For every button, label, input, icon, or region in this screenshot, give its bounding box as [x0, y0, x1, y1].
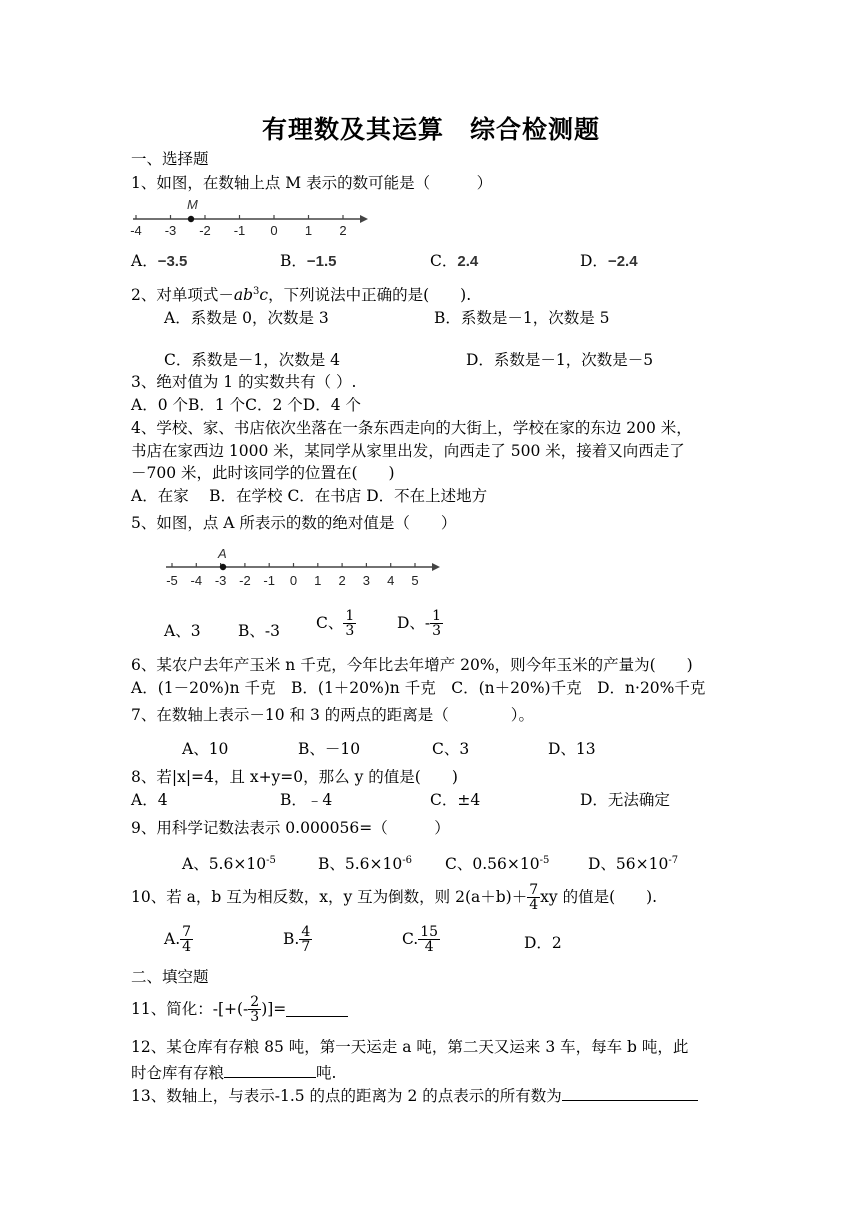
q8-option-d: D．无法确定 [580, 791, 670, 809]
q12-line2-pre: 时仓库有存粮 [131, 1064, 225, 1082]
q1-option-c-value: 2.4 [457, 253, 479, 270]
q5-tick-label: 3 [362, 573, 371, 588]
q1-option-d [580, 254, 638, 270]
q9-option-b-base: B、5.6×10 [318, 855, 403, 874]
q2-stem-c: c [259, 286, 269, 305]
q5-tick-label: 4 [387, 573, 395, 588]
question-1-stem: 1、如图，在数轴上点 M 表示的数可能是（ ） [131, 174, 493, 192]
q9-option-c-base: C、0.56×10 [445, 855, 540, 874]
q10-stem-numerator: 7 [529, 882, 539, 898]
q12-answer-blank[interactable] [224, 1063, 316, 1078]
q5-c-numerator: 1 [345, 608, 355, 624]
question-4-line-3: －700 米，此时该同学的位置在( ) [131, 464, 395, 482]
q9-option-b-exponent: -6 [402, 855, 413, 866]
q2-option-a: A．系数是 0，次数是 3 [164, 309, 329, 327]
q1-option-a-value: −3.5 [157, 253, 188, 270]
q8-option-a: A．4 [131, 791, 168, 809]
q5-option-d-letter: D、- [397, 613, 431, 632]
question-8-stem: 8、若|x|=4，且 x+y=0，那么 y 的值是( ) [131, 768, 458, 786]
section-heading-fill: 二、填空题 [131, 968, 209, 986]
question-4-line-2: 书店在家西边 1000 米，某同学从家里出发，向西走了 500 米，接着又向西走了 [131, 442, 685, 460]
q10-option-c-letter: C. [402, 929, 419, 948]
q2-stem-sup: 3 [253, 286, 260, 297]
question-6-stem: 6、某农户去年产玉米 n 千克，今年比去年增产 20%，则今年玉米的产量为( ) [131, 656, 693, 674]
q1-tick-label: 2 [339, 223, 347, 238]
q10-a-denominator: 4 [182, 939, 192, 955]
q1-option-b-value: −1.5 [306, 253, 337, 270]
q5-tick-label: 2 [338, 573, 346, 588]
q10-b-numerator: 4 [301, 924, 311, 940]
q5-tick-label: -5 [166, 573, 178, 588]
q10-option-b-fraction [299, 925, 312, 954]
q7-option-b: B、－10 [298, 740, 361, 758]
q1-option-a-letter: A． [131, 252, 158, 270]
q11-answer-blank[interactable] [286, 1002, 348, 1017]
point-a-dot [220, 564, 226, 570]
q1-option-d-value: −2.4 [607, 253, 638, 270]
q10-option-b [283, 925, 312, 954]
q9-option-a-exponent: -5 [266, 855, 276, 866]
q1-option-c-letter: C． [430, 252, 458, 270]
q10-option-a-letter: A. [164, 929, 181, 948]
q2-option-d: D．系数是－1，次数是－5 [466, 351, 654, 369]
q10-stem-pre: 10、若 a，b 互为相反数，x，y 互为倒数，则 2(a＋b)＋ [131, 887, 528, 906]
q1-option-d-letter: D． [580, 252, 608, 270]
number-line-q5 [160, 545, 450, 593]
question-11 [131, 995, 348, 1024]
q2-option-c: C．系数是－1，次数是 4 [164, 351, 341, 369]
q5-tick-label: 5 [411, 573, 419, 588]
q1-option-a [131, 254, 187, 270]
q11-fraction [248, 995, 261, 1024]
q1-tick-label: -4 [130, 223, 142, 238]
q1-option-b [280, 254, 337, 270]
q10-c-numerator: 15 [420, 924, 439, 940]
question-9-stem: 9、用科学记数法表示 0.000056=（ ） [131, 819, 450, 837]
q13-stem: 13、数轴上，与表示-1.5 的点的距离为 2 的点表示的所有数为 [131, 1087, 562, 1105]
q10-stem-fraction [527, 883, 540, 912]
q1-tick-label: 1 [304, 223, 313, 238]
q9-option-c-exponent: -5 [539, 855, 550, 866]
q9-option-a [182, 856, 276, 873]
q2-stem-ab: ab [233, 286, 254, 305]
q11-post: )]= [261, 999, 287, 1018]
q10-b-denominator: 7 [301, 939, 311, 955]
q8-option-c: C．±4 [430, 791, 481, 809]
q5-option-c-letter: C、 [316, 613, 344, 632]
q6-options: A．(1－20%)n 千克 B．(1＋20%)n 千克 C．(n＋20%)千克 D．n·20%千克 [131, 679, 706, 697]
q9-option-d-exponent: -7 [668, 855, 679, 866]
q5-option-a: A、3 [164, 622, 201, 640]
q9-option-b [318, 856, 412, 873]
question-7-stem: 7、在数轴上表示－10 和 3 的两点的距离是（ ）。 [131, 706, 534, 724]
q10-option-a-fraction [180, 925, 193, 954]
q10-stem-denominator: 4 [529, 897, 539, 913]
q11-pre: 11、简化：-[+(- [131, 999, 249, 1018]
point-a-label: A [218, 546, 227, 561]
q5-option-d [397, 609, 443, 638]
question-4-line-1: 4、学校、家、书店依次坐落在一条东西走向的大街上，学校在家的东边 200 米， [131, 419, 692, 437]
question-5-stem: 5、如图，点 A 所表示的数的绝对值是（ ） [131, 514, 457, 532]
q10-option-c [402, 925, 440, 954]
q7-option-c: C、3 [432, 740, 470, 758]
q10-option-a [164, 925, 193, 954]
question-2-stem [131, 287, 471, 304]
q5-option-b: B、-3 [238, 622, 280, 640]
q10-c-denominator: 4 [424, 939, 434, 955]
q12-line2-post: 吨. [316, 1064, 337, 1082]
q5-d-denominator: 3 [432, 623, 442, 639]
q5-tick-label: -2 [239, 573, 251, 588]
question-13 [131, 1086, 698, 1105]
point-m-label: M [187, 197, 198, 212]
q5-d-numerator: 1 [432, 608, 442, 624]
q7-option-a: A、10 [182, 740, 229, 758]
question-10-stem [131, 883, 657, 912]
q5-tick-label: -4 [190, 573, 203, 588]
q5-tick-label: 1 [314, 573, 322, 588]
q9-option-c [445, 856, 549, 873]
q1-tick-label: -2 [199, 223, 211, 238]
q13-answer-blank[interactable] [562, 1086, 698, 1101]
q1-option-b-letter: B． [280, 252, 307, 270]
q3-options: A．0 个B．1 个C．2 个D．4 个 [131, 396, 362, 414]
question-3-stem: 3、绝对值为 1 的实数共有（ ）. [131, 373, 357, 391]
q5-tick-label: 0 [289, 573, 298, 588]
q5-option-d-fraction [430, 609, 443, 638]
q9-option-d [588, 856, 678, 873]
point-m-dot [188, 216, 194, 222]
q4-options: A．在家 B．在学校 C．在书店 D．不在上述地方 [131, 487, 488, 505]
question-12-line-2 [131, 1063, 336, 1082]
q9-option-d-base: D、56×10 [588, 855, 669, 874]
q10-option-c-fraction [418, 925, 440, 954]
q1-tick-label: -3 [164, 223, 177, 238]
q1-tick-label: 0 [270, 223, 278, 238]
q2-stem-post: ，下列说法中正确的是( ). [268, 286, 472, 305]
q11-denominator: 3 [250, 1009, 260, 1025]
q5-tick-label: -1 [263, 573, 275, 588]
q8-option-b: B．﹣4 [280, 791, 333, 809]
q9-option-a-base: A、5.6×10 [182, 855, 267, 874]
q5-tick-label: -3 [214, 573, 227, 588]
q1-tick-label: -1 [233, 223, 246, 238]
q10-a-numerator: 7 [182, 924, 192, 940]
q11-numerator: 2 [250, 994, 260, 1010]
page-title: 有理数及其运算 综合检测题 [262, 115, 601, 144]
q5-c-denominator: 3 [345, 623, 355, 639]
q5-option-c [316, 609, 356, 638]
question-12-line-1: 12、某仓库有存粮 85 吨，第一天运走 a 吨，第二天又运来 3 车，每车 b 吨，此 [131, 1038, 689, 1056]
q10-option-d: D．2 [524, 934, 562, 952]
q7-option-d: D、13 [548, 740, 596, 758]
section-heading-choice: 一、选择题 [131, 150, 209, 168]
q10-option-b-letter: B. [283, 929, 300, 948]
q1-option-c [430, 254, 478, 270]
q2-stem-pre: 2、对单项式－ [131, 286, 234, 305]
q2-option-b: B．系数是－1，次数是 5 [434, 309, 610, 327]
q10-stem-post: xy 的值是( ). [540, 887, 658, 906]
number-line-q1 [128, 195, 373, 240]
q5-option-c-fraction [343, 609, 356, 638]
